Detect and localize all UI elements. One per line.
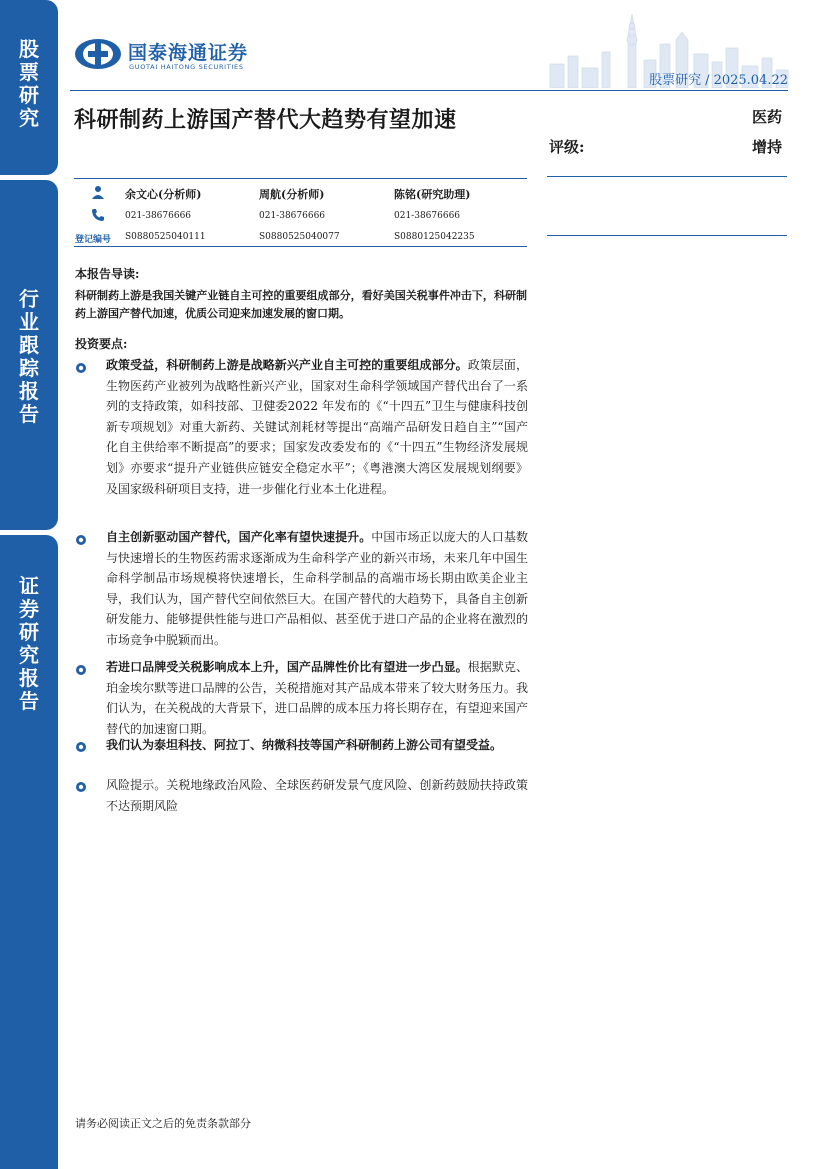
analyst-name: 陈铭(研究助理) <box>394 188 471 201</box>
side-tab-char: 行 <box>19 287 39 311</box>
side-tab-char: 究 <box>19 106 39 130</box>
point-item <box>106 657 528 739</box>
side-tab-char: 告 <box>19 689 39 713</box>
brand-name-en: GUOTAI HAITONG SECURITIES <box>129 63 244 71</box>
rating-label: 评级: <box>549 138 585 156</box>
analyst-phone: 021-38676666 <box>259 211 326 221</box>
point-item-bold: 我们认为泰坦科技、阿拉丁、纳微科技等国产科研制药上游公司有望受益。 <box>106 738 503 752</box>
side-tab-char: 股 <box>19 37 39 61</box>
rating-value: 增持 <box>751 138 782 156</box>
guide-text: 科研制药上游是我国关键产业链自主可控的重要组成部分，看好美国关税事件冲击下，科研制药上游国产替代加速，优质公司迎来加速发展的窗口期。 <box>75 289 527 320</box>
side-tab-char: 跟 <box>19 333 39 357</box>
point-item-text: 根据默克、珀金埃尔默等进口品牌的公告，关税措施对其产品成本带来了较大财务压力。我们认为，在关税战的大背景下，进口品牌的成本压力将长期存在，有望迎来国产替代的加速窗口期。 <box>106 660 528 736</box>
point-item-bold: 政策受益，科研制药上游是战略新兴产业自主可控的重要组成部分。 <box>106 358 468 372</box>
side-tab-char: 研 <box>19 620 39 644</box>
report-date: 2025.04.22 <box>713 73 788 88</box>
brand-logo <box>74 38 122 70</box>
side-tab-securities-report <box>0 535 58 1169</box>
side-tab-char: 告 <box>19 402 39 426</box>
report-meta: 股票研究 / 2025.04.22 <box>649 73 788 88</box>
analyst-name: 余文心(分析师) <box>125 188 202 201</box>
point-item <box>106 775 528 816</box>
analyst-reg-number: S0880125042235 <box>394 232 475 242</box>
point-item-text: 风险提示。关税地缘政治风险、全球医药研发景气度风险、创新药鼓励扶持政策不达预期风险 <box>106 778 528 813</box>
bullet-icon <box>75 781 87 793</box>
analyst-name: 周航(分析师) <box>259 188 325 201</box>
side-tab-char: 研 <box>19 83 39 107</box>
report-category: 股票研究 <box>649 73 702 88</box>
side-tab-char: 报 <box>19 666 39 690</box>
point-item-bold: 自主创新驱动国产替代，国产化率有望快速提升。 <box>106 530 372 544</box>
side-tab-char: 踪 <box>19 356 39 380</box>
side-tab-industry-tracking <box>0 180 58 530</box>
bullet-icon <box>75 534 87 546</box>
bullet-icon <box>75 741 87 753</box>
analyst-divider <box>74 246 527 247</box>
person-icon <box>91 185 105 199</box>
side-tab-char: 业 <box>19 310 39 334</box>
side-tab-label <box>0 38 58 130</box>
phone-icon <box>91 208 105 222</box>
bullet-icon <box>75 664 87 676</box>
side-tab-char: 究 <box>19 643 39 667</box>
guide-heading: 本报告导读: <box>75 267 140 281</box>
rating-divider <box>547 176 787 177</box>
point-item <box>106 527 528 651</box>
side-tab-label <box>0 575 58 713</box>
point-item-bold: 若进口品牌受关税影响成本上升，国产品牌性价比有望进一步凸显。 <box>106 660 468 674</box>
side-tab-label <box>0 288 58 426</box>
reg-number-label: 登记编号 <box>75 235 112 245</box>
points-heading: 投资要点: <box>75 337 128 351</box>
report-title: 科研制药上游国产替代大趋势有望加速 <box>74 107 457 133</box>
side-tab-char: 券 <box>19 597 39 621</box>
bullet-icon <box>75 362 87 374</box>
industry-label: 医药 <box>751 108 782 126</box>
point-item-text: 中国市场正以庞大的人口基数与快速增长的生物医药需求逐渐成为生命科学产业的新兴市场，未来几年中国生命科学制品市场规模将快速增长，生命科学制品的高端市场长期由欧美企业主导，我们认为，国产替代空间依然巨大。在国产替代的大趋势下，具备自主创新研发能力、能够提供性能与进口产品相似、甚至优于进口产品的企业将在激烈的市场竞争中脱颖而出。 <box>106 530 528 647</box>
analyst-phone: 021-38676666 <box>125 211 192 221</box>
analyst-divider <box>74 178 527 179</box>
point-item <box>106 735 528 756</box>
point-item-text: 政策层面，生物医药产业被列为战略性新兴产业，国家对生命科学领域国产替代出台了一系列的支持政策，如科技部、卫健委2022 年发布的《“十四五”卫生与健康科技创新专项规划》对重大新药、关键试剂耗材等提出“高端产品研发日趋自主”“国产化自主供给率不断提高”的要求；国家发改委发布的《“十四五”生物经济发展规划》亦要求“提升产业链供应链安全稳定水平”；《粤港澳大湾区发展规划纲要》及国家级科研项目支持，进一步催化行业本土化进程。 <box>106 358 528 496</box>
side-tab-stock-research <box>0 0 58 175</box>
rating-divider <box>547 235 787 236</box>
analyst-reg-number: S0880525040111 <box>125 232 206 242</box>
side-tab-char: 证 <box>19 574 39 598</box>
side-tab-char: 报 <box>19 379 39 403</box>
analyst-reg-number: S0880525040077 <box>259 232 340 242</box>
disclaimer-footer: 请务必阅读正文之后的免责条款部分 <box>75 1117 251 1130</box>
side-tab-char: 票 <box>19 60 39 84</box>
header-divider <box>70 90 788 91</box>
point-item <box>106 355 528 499</box>
brand-name: 国泰海通证券 <box>128 42 249 64</box>
analyst-phone: 021-38676666 <box>394 211 461 221</box>
